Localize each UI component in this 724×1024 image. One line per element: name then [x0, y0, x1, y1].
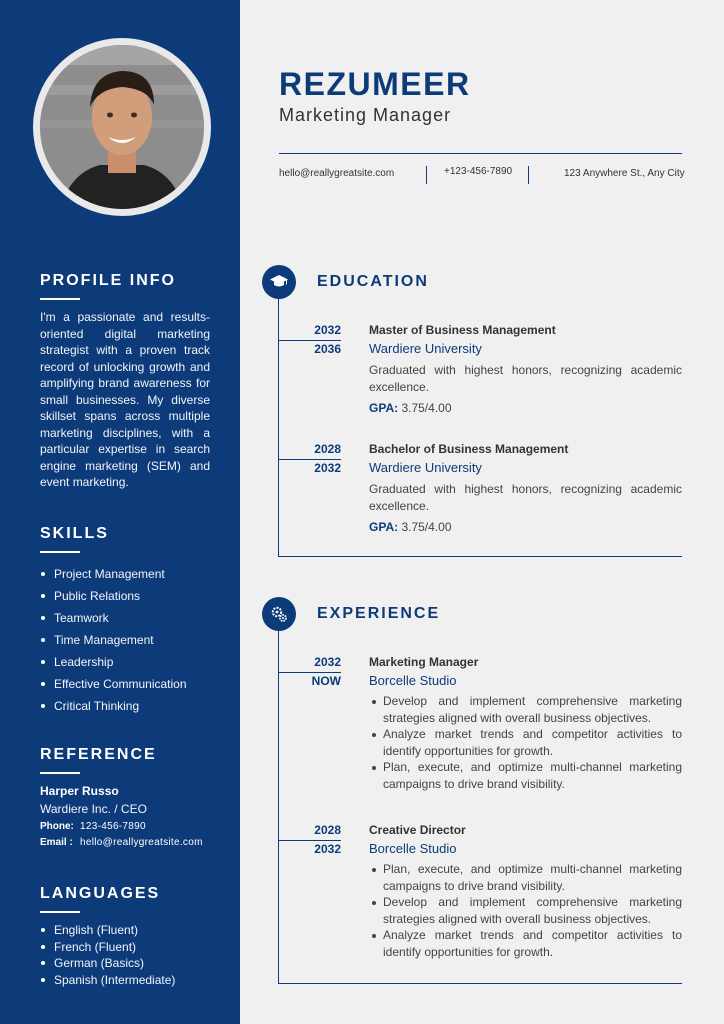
reference-title: Wardiere Inc. / CEO	[40, 802, 147, 816]
language-item: German (Basics)	[40, 955, 210, 972]
education-description: Graduated with highest honors, recognizing academic excellence.	[369, 363, 682, 394]
language-item: French (Fluent)	[40, 939, 210, 956]
profile-text: I'm a passionate and results-oriented digital marketing strategist with a proven track record of unlocking growth and amplifying brand awareness for small businesses. My diverse skillset spans across multiple marketing disciplines, with a particular expertise in search engine marketing (SEM) and event marketing.	[40, 310, 210, 489]
job-title: Marketing Manager	[369, 655, 479, 669]
degree-title: Master of Business Management	[369, 323, 556, 337]
end-year: NOW	[311, 674, 341, 688]
gpa-line	[369, 520, 682, 534]
responsibilities-list	[369, 861, 682, 960]
skills-list	[40, 563, 210, 717]
skill-item: Project Management	[40, 563, 210, 585]
responsibility-item: Develop and implement comprehensive marketing strategies aligned with overall business objectives.	[369, 693, 682, 726]
year-divider	[279, 340, 341, 341]
experience-timeline	[278, 630, 279, 983]
skills-section	[40, 525, 210, 717]
year-divider	[279, 840, 341, 841]
education-bottom-rule	[278, 556, 682, 557]
reference-name: Harper Russo	[40, 784, 119, 798]
reference-section	[40, 746, 210, 848]
responsibilities-list	[369, 693, 682, 792]
languages-list	[40, 922, 210, 988]
candidate-name: REZUMEER	[279, 66, 471, 102]
skill-item: Critical Thinking	[40, 695, 210, 717]
degree-title: Bachelor of Business Management	[369, 442, 569, 456]
contact-address: 123 Anywhere St., Any City	[564, 168, 685, 179]
experience-details	[369, 823, 682, 960]
skill-item: Effective Communication	[40, 673, 210, 695]
responsibility-item: Plan, execute, and optimize multi-channel marketing campaigns to drive brand visibility.	[369, 861, 682, 894]
skills-rule	[40, 551, 80, 553]
education-timeline	[278, 298, 279, 556]
start-year: 2028	[314, 442, 341, 456]
experience-icon-badge	[262, 597, 296, 631]
reference-phone	[40, 821, 210, 832]
company-name: Borcelle Studio	[369, 841, 457, 856]
sidebar	[0, 0, 240, 1024]
year-divider	[279, 459, 341, 460]
experience-bottom-rule	[278, 983, 682, 984]
reference-phone-value: 123-456-7890	[80, 821, 146, 832]
job-title: Creative Director	[369, 823, 466, 837]
experience-heading: EXPERIENCE	[317, 605, 441, 622]
gpa-line	[369, 401, 682, 415]
company-name: Borcelle Studio	[369, 673, 457, 688]
end-year: 2032	[314, 461, 341, 475]
reference-email-label: Email :	[40, 837, 73, 848]
responsibility-item: Analyze market trends and competitor activities to identify opportunities for growth.	[369, 726, 682, 759]
skill-item: Teamwork	[40, 607, 210, 629]
language-item: Spanish (Intermediate)	[40, 972, 210, 989]
reference-rule	[40, 772, 80, 774]
graduation-cap-icon	[270, 275, 288, 289]
contact-email: hello@reallygreatsite.com	[279, 168, 395, 179]
experience-details	[369, 655, 682, 792]
gpa-label: GPA:	[369, 520, 399, 534]
education-icon-badge	[262, 265, 296, 299]
contact-separator	[426, 166, 427, 184]
skills-heading: SKILLS	[40, 525, 109, 542]
responsibility-item: Plan, execute, and optimize multi-channel marketing campaigns to drive brand visibility.	[369, 759, 682, 792]
gears-icon	[270, 605, 288, 623]
education-details	[369, 442, 682, 534]
institution-name: Wardiere University	[369, 341, 482, 356]
profile-rule	[40, 298, 80, 300]
contact-separator	[528, 166, 529, 184]
gpa-value: 3.75/4.00	[401, 401, 452, 415]
contact-phone: +123-456-7890	[444, 166, 513, 177]
languages-section	[40, 885, 210, 988]
start-year: 2032	[314, 323, 341, 337]
education-details	[369, 323, 682, 415]
end-year: 2036	[314, 342, 341, 356]
start-year: 2028	[314, 823, 341, 837]
profile-section	[40, 272, 210, 491]
reference-heading: REFERENCE	[40, 746, 157, 763]
candidate-role: Marketing Manager	[279, 105, 452, 125]
contact-divider	[279, 153, 682, 154]
responsibility-item: Analyze market trends and competitor activities to identify opportunities for growth.	[369, 927, 682, 960]
institution-name: Wardiere University	[369, 460, 482, 475]
languages-rule	[40, 911, 80, 913]
reference-email-value: hello@reallygreatsite.com	[80, 837, 203, 848]
languages-heading: LANGUAGES	[40, 885, 161, 902]
reference-email	[40, 837, 210, 848]
gpa-label: GPA:	[369, 401, 399, 415]
reference-phone-label: Phone:	[40, 821, 74, 832]
profile-photo	[40, 45, 204, 209]
start-year: 2032	[314, 655, 341, 669]
person-portrait-icon	[40, 45, 204, 209]
gpa-value: 3.75/4.00	[401, 520, 452, 534]
education-description: Graduated with highest honors, recognizing academic excellence.	[369, 482, 682, 513]
skill-item: Time Management	[40, 629, 210, 651]
language-item: English (Fluent)	[40, 922, 210, 939]
responsibility-item: Develop and implement comprehensive marketing strategies aligned with overall business objectives.	[369, 894, 682, 927]
education-heading: EDUCATION	[317, 273, 429, 290]
profile-heading: PROFILE INFO	[40, 272, 176, 289]
skill-item: Leadership	[40, 651, 210, 673]
end-year: 2032	[314, 842, 341, 856]
year-divider	[279, 672, 341, 673]
profile-photo-frame	[33, 38, 211, 216]
skill-item: Public Relations	[40, 585, 210, 607]
